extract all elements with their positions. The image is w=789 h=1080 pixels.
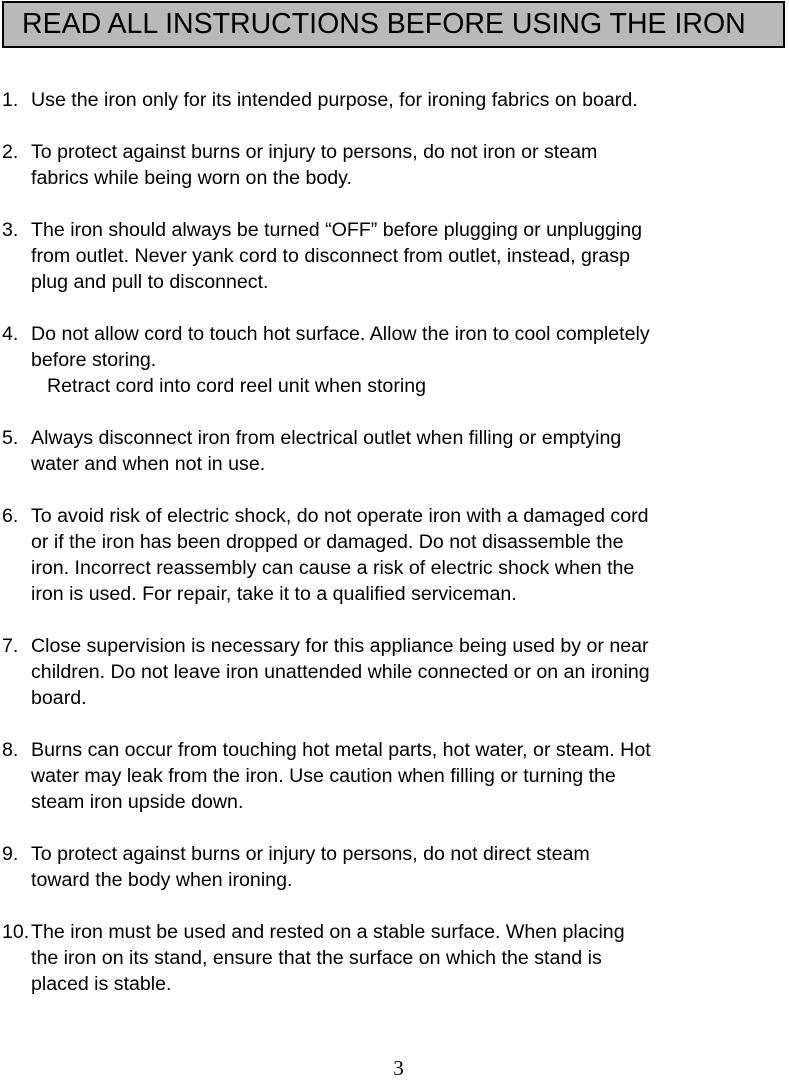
instruction-number: 5. xyxy=(2,427,19,449)
header-title: READ ALL INSTRUCTIONS BEFORE USING THE IRON xyxy=(22,8,746,40)
header-banner xyxy=(2,1,785,48)
instruction-item-10 xyxy=(2,919,782,997)
instruction-text: The iron must be used and rested on a stable surface. When placing the iron on its stand, ensure that the surface on which the stand is placed is stable. xyxy=(31,921,625,995)
instruction-list xyxy=(2,87,782,1023)
instruction-item-9 xyxy=(2,841,782,893)
instruction-text: Always disconnect iron from electrical outlet when filling or emptying water and when not in use. xyxy=(31,427,622,475)
instruction-item-6 xyxy=(2,503,782,607)
instruction-item-5 xyxy=(2,425,782,477)
page-number: 3 xyxy=(393,1056,404,1080)
instruction-number: 6. xyxy=(2,505,19,527)
instruction-number: 2. xyxy=(2,141,19,163)
instruction-item-1 xyxy=(2,87,782,113)
instruction-text: Burns can occur from touching hot metal parts, hot water, or steam. Hot water may leak from the iron. Use caution when filling or turning the steam iron upside down. xyxy=(31,739,651,813)
instruction-item-7 xyxy=(2,633,782,711)
instruction-number: 1. xyxy=(2,89,19,111)
instruction-text: Do not allow cord to touch hot surface. Allow the iron to cool completely before storing. xyxy=(31,323,650,371)
instruction-text: Close supervision is necessary for this appliance being used by or near children. Do not leave iron unattended while connected or on an ironing board. xyxy=(31,635,650,709)
instruction-item-3 xyxy=(2,217,782,295)
instruction-number: 9. xyxy=(2,843,19,865)
instruction-text: To avoid risk of electric shock, do not operate iron with a damaged cord or if the iron has been dropped or damaged. Do not disassemble the iron. Incorrect reassembly can cause a risk of electric shock when the iron is used. For repair, take it to a qualified serviceman. xyxy=(31,505,649,605)
instruction-number: 7. xyxy=(2,635,19,657)
instruction-text: To protect against burns or injury to persons, do not iron or steam fabrics while being worn on the body. xyxy=(31,141,598,189)
instruction-item-8 xyxy=(2,737,782,815)
instruction-item-4 xyxy=(2,321,782,399)
instruction-text: To protect against burns or injury to persons, do not direct steam toward the body when ironing. xyxy=(31,843,590,891)
instruction-number: 8. xyxy=(2,739,19,761)
instruction-number: 4. xyxy=(2,323,19,345)
instruction-number: 3. xyxy=(2,219,19,241)
instruction-text: Use the iron only for its intended purpose, for ironing fabrics on board. xyxy=(31,89,638,111)
instruction-item-2 xyxy=(2,139,782,191)
instruction-number: 10. xyxy=(2,921,30,943)
instruction-text: The iron should always be turned “OFF” before plugging or unplugging from outlet. Never yank cord to disconnect from outlet, instead, grasp plug and pull to disconnect. xyxy=(31,219,643,293)
instruction-subnote: Retract cord into cord reel unit when storing xyxy=(47,375,426,397)
